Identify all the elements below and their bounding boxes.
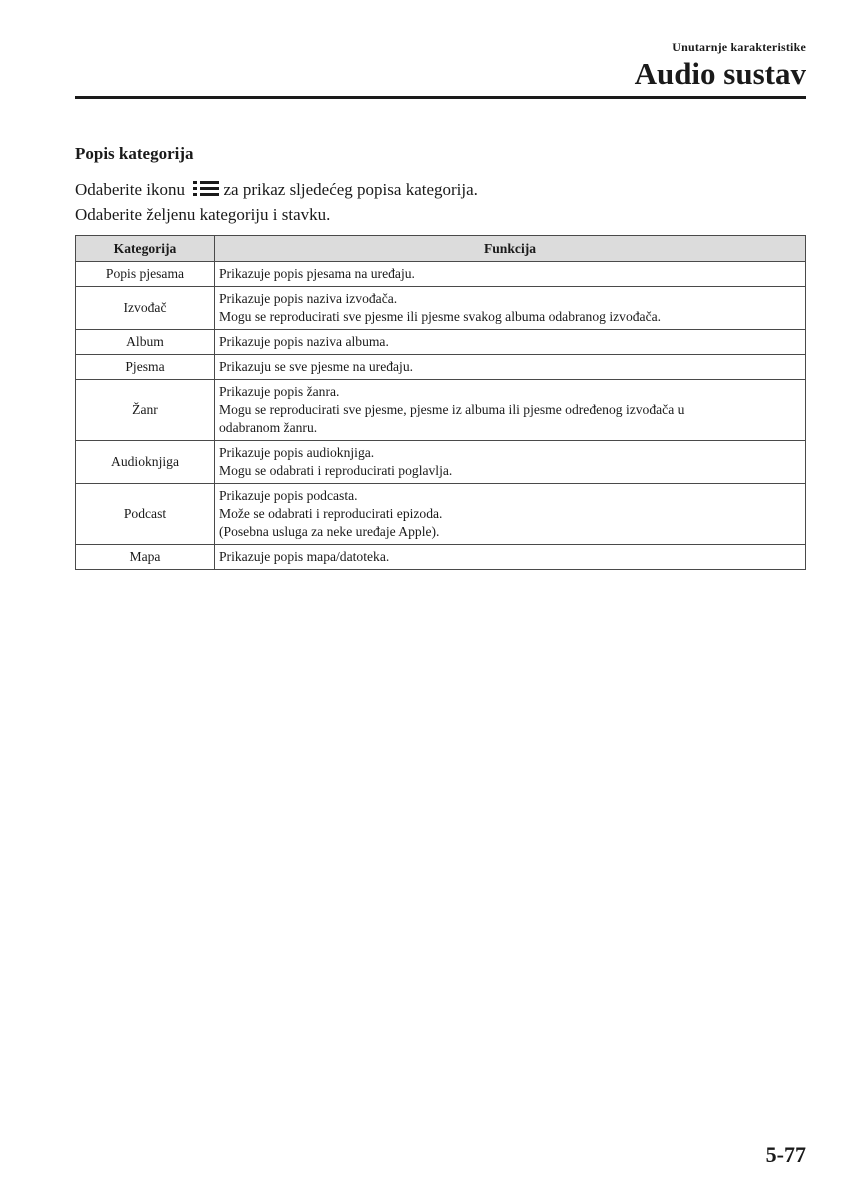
function-line: odabranom žanru. bbox=[219, 420, 318, 435]
column-header-function: Funkcija bbox=[215, 236, 806, 262]
function-line: Prikazuje popis mapa/datoteka. bbox=[219, 549, 390, 564]
list-icon bbox=[193, 180, 219, 197]
function-cell bbox=[215, 380, 806, 441]
section-heading: Popis kategorija bbox=[75, 144, 194, 163]
chapter-title: Unutarnje karakteristike bbox=[672, 40, 806, 54]
function-line: Prikazuje popis naziva albuma. bbox=[219, 334, 389, 349]
function-line: Prikazuje popis žanra. bbox=[219, 384, 340, 399]
category-cell: Podcast bbox=[76, 484, 215, 545]
function-cell bbox=[215, 262, 806, 287]
function-line: Prikazuje popis naziva izvođača. bbox=[219, 291, 398, 306]
page-number: 5-77 bbox=[765, 1142, 806, 1167]
function-line: Prikazuje popis podcasta. bbox=[219, 488, 358, 503]
category-cell: Audioknjiga bbox=[76, 441, 215, 484]
category-cell: Popis pjesama bbox=[76, 262, 215, 287]
function-line: Prikazuje popis audioknjiga. bbox=[219, 445, 375, 460]
function-cell bbox=[215, 355, 806, 380]
function-line: Prikazuje popis pjesama na uređaju. bbox=[219, 266, 415, 281]
function-line: (Posebna usluga za neke uređaje Apple). bbox=[219, 524, 440, 539]
function-line: Prikazuju se sve pjesme na uređaju. bbox=[219, 359, 414, 374]
function-cell bbox=[215, 330, 806, 355]
table-row bbox=[76, 330, 806, 355]
intro-line-1-after: za prikaz sljedećeg popisa kategorija. bbox=[223, 180, 478, 199]
function-cell bbox=[215, 545, 806, 570]
table-row bbox=[76, 355, 806, 380]
intro-line-1-before: Odaberite ikonu bbox=[75, 180, 185, 199]
category-cell: Žanr bbox=[76, 380, 215, 441]
function-cell bbox=[215, 287, 806, 330]
table-row bbox=[76, 380, 806, 441]
function-line: Može se odabrati i reproducirati epizoda. bbox=[219, 506, 443, 521]
intro-text bbox=[75, 177, 478, 227]
section-title: Audio sustav bbox=[634, 56, 806, 91]
table-body bbox=[76, 262, 806, 570]
function-line: Mogu se odabrati i reproducirati poglavlja. bbox=[219, 463, 453, 478]
function-line: Mogu se reproducirati sve pjesme ili pjesme svakog albuma odabranog izvođača. bbox=[219, 309, 662, 324]
column-header-category: Kategorija bbox=[76, 236, 215, 262]
table-header-row bbox=[76, 236, 806, 262]
function-line: Mogu se reproducirati sve pjesme, pjesme iz albuma ili pjesme određenog izvođača u bbox=[219, 402, 685, 417]
category-cell: Izvođač bbox=[76, 287, 215, 330]
category-cell: Album bbox=[76, 330, 215, 355]
function-cell bbox=[215, 441, 806, 484]
table-row bbox=[76, 484, 806, 545]
function-cell bbox=[215, 484, 806, 545]
category-cell: Mapa bbox=[76, 545, 215, 570]
table-row bbox=[76, 545, 806, 570]
table-row bbox=[76, 287, 806, 330]
intro-line-2: Odaberite željenu kategoriju i stavku. bbox=[75, 205, 331, 224]
category-cell: Pjesma bbox=[76, 355, 215, 380]
table-row bbox=[76, 262, 806, 287]
header-rule bbox=[75, 96, 806, 99]
table-row bbox=[76, 441, 806, 484]
intro-line-1 bbox=[75, 177, 478, 202]
category-table bbox=[75, 235, 806, 570]
